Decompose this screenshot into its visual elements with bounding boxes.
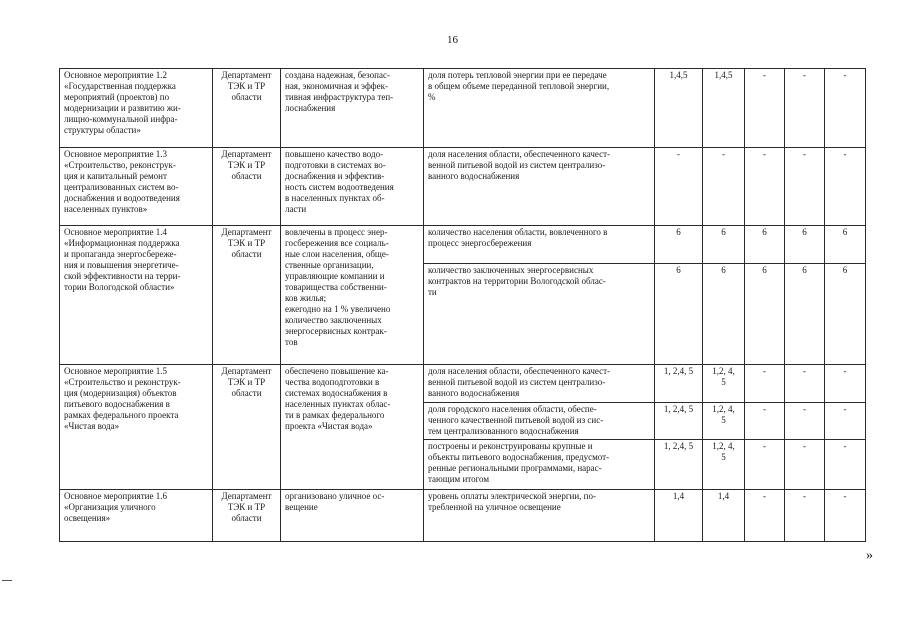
measure-cell: Основное мероприятие 1.4 «Информационная поддержка и пропаганда энергосбереже- ния и повышения энергетиче- ской эффективности на терри- тории Вологодской области» bbox=[60, 226, 213, 365]
value-cell: 1,2, 4, 5 bbox=[703, 440, 745, 490]
measure-cell: Основное мероприятие 1.6 «Организация уличного освещения» bbox=[60, 490, 213, 542]
value-cell: - bbox=[745, 440, 785, 490]
value-cell: 6 bbox=[655, 226, 703, 264]
measure-cell: Основное мероприятие 1.3 «Строительство, реконструк- ция и капитальный ремонт централизованных систем во- доснабжения и водоотведения населенных пунктов» bbox=[60, 148, 213, 226]
value-cell: 6 bbox=[825, 226, 866, 264]
table-row bbox=[60, 365, 866, 403]
value-cell: - bbox=[785, 148, 825, 226]
result-cell: организовано уличное ос- вещение bbox=[281, 490, 424, 542]
value-cell: - bbox=[825, 440, 866, 490]
indicator-cell: доля населения области, обеспеченного качест- венной питьевой водой из систем централизо- ванного водоснабжения bbox=[424, 365, 655, 403]
department-cell: Департамент ТЭК и ТР области bbox=[213, 365, 281, 490]
table-row bbox=[60, 69, 866, 148]
result-cell: обеспечено повышение ка- чества водоподготовки в системах водоснабжения в населенных пунктах облас- ти в рамках федерального проекта «Чистая вода» bbox=[281, 365, 424, 490]
value-cell: 1, 2,4, 5 bbox=[655, 365, 703, 403]
indicator-cell: уровень оплаты электрической энергии, по- требленной на уличное освещение bbox=[424, 490, 655, 542]
table-row bbox=[60, 148, 866, 226]
closing-quote: » bbox=[866, 548, 873, 563]
measure-cell: Основное мероприятие 1.5 «Строительство и реконструк- ция (модернизация) объектов питьевого водоснабжения в рамках федерального проекта «Чистая вода» bbox=[60, 365, 213, 490]
page-number: 16 bbox=[447, 34, 458, 46]
value-cell: 6 bbox=[655, 264, 703, 365]
value-cell: - bbox=[785, 69, 825, 148]
value-cell: - bbox=[745, 148, 785, 226]
value-cell: - bbox=[825, 69, 866, 148]
value-cell: - bbox=[825, 148, 866, 226]
value-cell: - bbox=[825, 403, 866, 440]
value-cell: - bbox=[745, 365, 785, 403]
department-cell: Департамент ТЭК и ТР области bbox=[213, 490, 281, 542]
value-cell: - bbox=[825, 365, 866, 403]
value-cell: - bbox=[745, 69, 785, 148]
value-cell: - bbox=[745, 490, 785, 542]
value-cell: - bbox=[655, 148, 703, 226]
indicator-cell: построены и реконструированы крупные и объекты питьевого водоснабжения, предусмот- ренные региональными программами, нарас- тающим итогом bbox=[424, 440, 655, 490]
value-cell: 6 bbox=[745, 226, 785, 264]
indicator-cell: количество населения области, вовлеченного в процесс энергосбережения bbox=[424, 226, 655, 264]
value-cell: 1,4,5 bbox=[703, 69, 745, 148]
value-cell: - bbox=[785, 365, 825, 403]
margin-mark bbox=[2, 580, 12, 581]
value-cell: - bbox=[785, 403, 825, 440]
value-cell: 6 bbox=[703, 264, 745, 365]
table-row bbox=[60, 226, 866, 264]
value-cell: 6 bbox=[703, 226, 745, 264]
value-cell: 6 bbox=[745, 264, 785, 365]
indicator-cell: количество заключенных энергосервисных контрактов на территории Вологодской облас- ти bbox=[424, 264, 655, 365]
indicator-cell: доля городского населения области, обеспе- ченного качественной питьевой водой из сис- тем централизованного водоснабжения bbox=[424, 403, 655, 440]
value-cell: 1,2, 4, 5 bbox=[703, 403, 745, 440]
indicator-cell: доля потерь тепловой энергии при ее передаче в общем объеме переданной тепловой энергии, % bbox=[424, 69, 655, 148]
table-row bbox=[60, 490, 866, 542]
value-cell: 1, 2,4, 5 bbox=[655, 403, 703, 440]
result-cell: вовлечены в процесс энер- госбережения все социаль- ные слои населения, обще- ственные организации, управляющие компании и товарищества собственни- ков жилья; ежегодно на 1 % увеличено количество заключенных энергосервисных контрак- тов bbox=[281, 226, 424, 365]
result-cell: повышено качество водо- подготовки в системах во- доснабжения и эффектив- ность систем водоотведения в населенных пунктах об- ласти bbox=[281, 148, 424, 226]
value-cell: 1,4 bbox=[703, 490, 745, 542]
value-cell: - bbox=[785, 440, 825, 490]
result-cell: создана надежная, безопас- ная, экономичная и эффек- тивная инфраструктура теп- лоснабжения bbox=[281, 69, 424, 148]
value-cell: - bbox=[703, 148, 745, 226]
value-cell: 1,2, 4, 5 bbox=[703, 365, 745, 403]
value-cell: 6 bbox=[785, 264, 825, 365]
value-cell: 6 bbox=[785, 226, 825, 264]
measures-table bbox=[59, 68, 866, 542]
indicator-cell: доля населения области, обеспеченного качест- венной питьевой водой из систем централизо- ванного водоснабжения bbox=[424, 148, 655, 226]
value-cell: 6 bbox=[825, 264, 866, 365]
department-cell: Департамент ТЭК и ТР области bbox=[213, 226, 281, 365]
value-cell: - bbox=[745, 403, 785, 440]
department-cell: Департамент ТЭК и ТР области bbox=[213, 69, 281, 148]
value-cell: - bbox=[785, 490, 825, 542]
measure-cell: Основное мероприятие 1.2 «Государственная поддержка мероприятий (проектов) по модернизации и развитию жи- лищно-коммунальной инфра- структуры области» bbox=[60, 69, 213, 148]
value-cell: 1,4 bbox=[655, 490, 703, 542]
value-cell: 1, 2,4, 5 bbox=[655, 440, 703, 490]
value-cell: - bbox=[825, 490, 866, 542]
department-cell: Департамент ТЭК и ТР области bbox=[213, 148, 281, 226]
value-cell: 1,4,5 bbox=[655, 69, 703, 148]
